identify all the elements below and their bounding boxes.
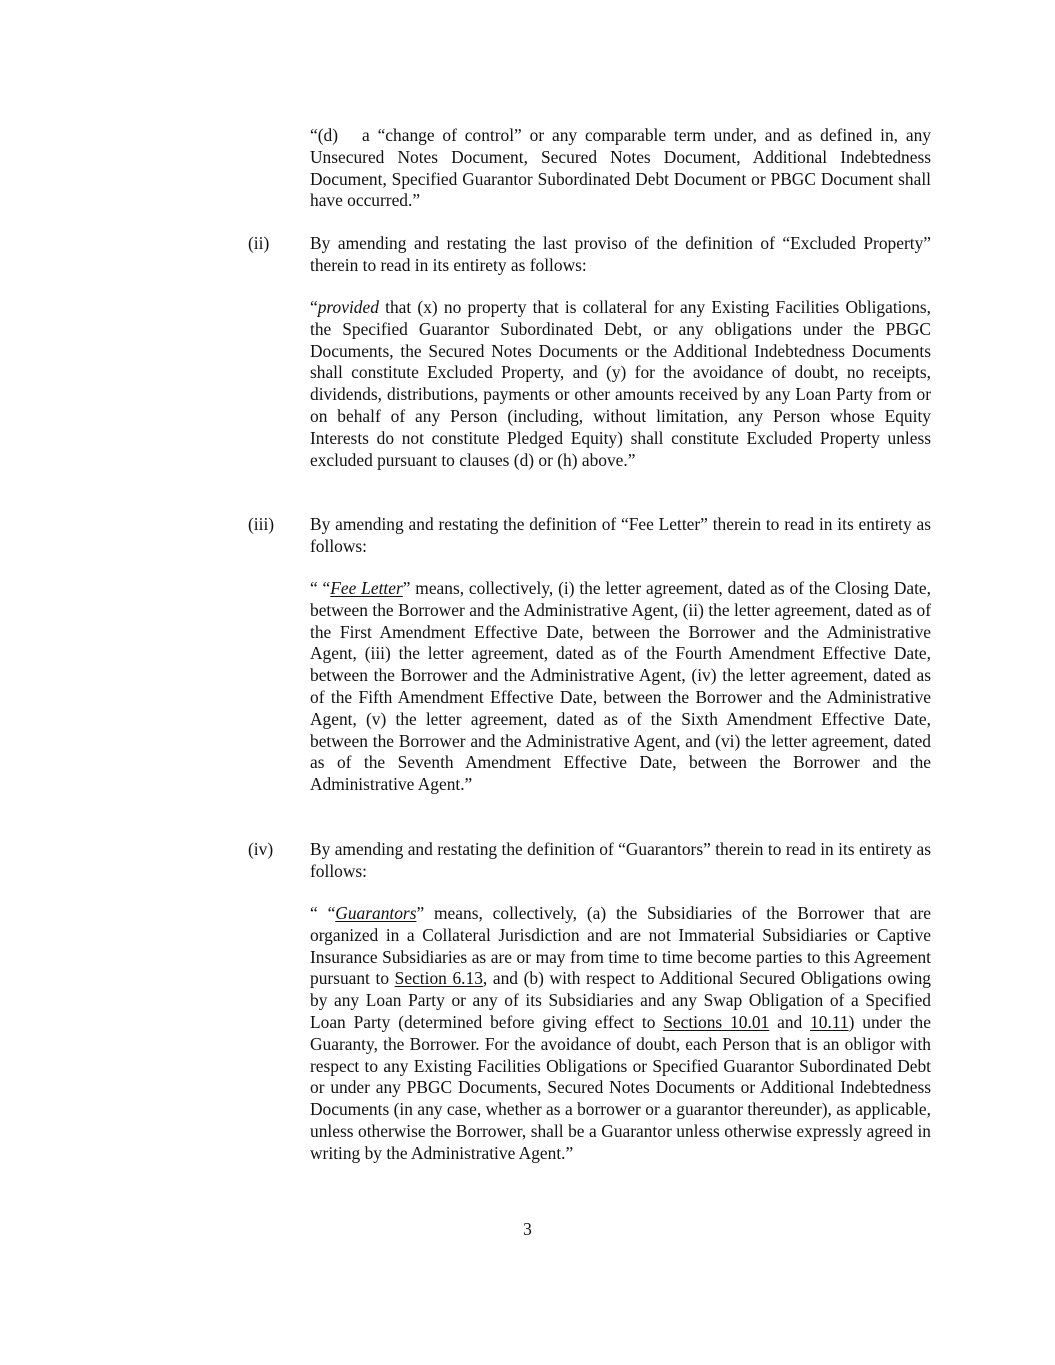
clause-d-paragraph <box>310 125 931 212</box>
item-iv-number: (iv) <box>248 839 274 859</box>
item-iv-intro: By amending and restating the definition of “Guarantors” therein to read in its entirety as follows: <box>310 839 931 881</box>
item-iii-number: (iii) <box>248 514 275 534</box>
section-6-13-reference: Section 6.13 <box>394 968 483 989</box>
item-iii-defined-term: Fee Letter <box>330 578 403 598</box>
item-iv-defined-term: Guarantors <box>335 903 417 923</box>
item-ii-quote-emphasis: provided <box>317 297 379 317</box>
item-iii-quote: “ “Fee Letter” means, collectively, (i) the letter agreement, dated as of the Closing Date, between the Borrower and the Administrative Agent, (ii) the letter agreement, dated as of the First Amendment Effective Date, between the Borrower and the Administrative Agent, (iii) the letter agreement, dated as of the Fourth Amendment Effective Date, between the Borrower and the Administrative Agent, (iv) the letter agreement, dated as of the Fifth Amendment Effective Date, between the Borrower and the Administrative Agent, (v) the letter agreement, dated as of the Sixth Amendment Effective Date, between the Borrower and the Administrative Agent, and (vi) the letter agreement, dated as of the Seventh Amendment Effective Date, between the Borrower and the Administrative Agent.” <box>310 578 931 795</box>
page-number: 3 <box>523 1219 532 1239</box>
item-ii-intro: By amending and restating the last proviso of the definition of “Excluded Property” therein to read in its entirety as follows: <box>310 233 931 275</box>
item-iii-intro: By amending and restating the definition of “Fee Letter” therein to read in its entirety as follows: <box>310 514 931 556</box>
item-ii-quote: “provided that (x) no property that is collateral for any Existing Facilities Obligations, the Specified Guarantor Subordinated Debt, or any obligations under the PBGC Documents, the Secured Notes Documents or the Additional Indebtedness Documents shall constitute Excluded Property, and (y) for the avoidance of doubt, no receipts, dividends, distributions, payments or other amounts received by any Loan Party from or on behalf of any Person (including, without limitation, any Person whose Equity Interests do not constitute Pledged Equity) shall constitute Excluded Property unless excluded pursuant to clauses (d) or (h) above.” <box>310 297 931 470</box>
clause-d-label: “(d) <box>310 125 338 145</box>
sections-10-01-reference: Sections 10.01 <box>663 1011 770 1032</box>
item-iv-quote: “ “Guarantors” means, collectively, (a) the Subsidiaries of the Borrower that are organized in a Collateral Jurisdiction and are not Immaterial Subsidiaries or Captive Insurance Subsidiaries as are or may from time to time become parties to this Agreement pursuant to Section 6.13, and (b) with respect to Additional Secured Obligations owing by any Loan Party or any of its Subsidiaries and any Swap Obligation of a Specified Loan Party (determined before giving effect to Sections 10.01 and 10.11) under the Guaranty, the Borrower. For the avoidance of doubt, each Person that is an obligor with respect to any Existing Facilities Obligations or Specified Guarantor Subordinated Debt or under any PBGC Documents, Secured Notes Documents or Additional Indebtedness Documents (in any case, whether as a borrower or a guarantor thereunder), as applicable, unless otherwise the Borrower, shall be a Guarantor unless otherwise expressly agreed in writing by the Administrative Agent.” <box>310 903 931 1163</box>
section-10-11-reference: 10.11 <box>810 1011 849 1032</box>
clause-d-text: a “change of control” or any comparable term under, and as defined in, any Unsecured Notes Document, Secured Notes Document, Additional Indebtedness Document, Specified Guarantor Subordinated Debt Document or PBGC Document shall have occurred.” <box>310 125 931 211</box>
item-ii-number: (ii) <box>248 233 270 253</box>
